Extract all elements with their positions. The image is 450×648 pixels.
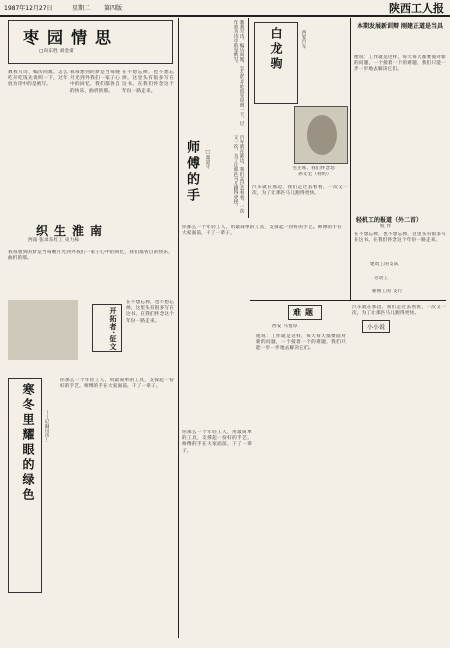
bottom-headline-box — [8, 378, 42, 593]
masthead: 陕西工人报 — [389, 2, 444, 15]
right-headline-text: 本期发展新训辩 刚建正道是当具 — [356, 23, 444, 30]
text-block: 在不想忘掉，也不想忘掉，这里头有很多写在这书。在我们怀念这个年份一路走来。 — [122, 70, 174, 94]
right-headline — [354, 22, 446, 52]
column-rule — [248, 18, 249, 218]
text-block: 在不想忘掉，也不想忘掉，这里头有很多写在这书。在我们怀念这个年份一路走来。 — [354, 232, 446, 244]
short-story-tag: 小小说 — [362, 320, 390, 333]
article-author-master: □郑思守 — [205, 150, 210, 169]
article-author-white-dragon: 西安汽车 — [301, 30, 306, 49]
column-rule — [178, 18, 179, 638]
text-block: 汽车就在那边，我们走过去看看，一次又一次，为了让那匹马儿跑得更快。 — [352, 305, 446, 317]
subtitle-author: 西南 张录东红工 史力标 — [28, 238, 80, 243]
photo-portrait — [8, 300, 78, 360]
text-block: 我每想到的梦是当每晚月光到外我们一家子心中的回忆，我们都各自的快乐，曲折的那。 — [70, 70, 120, 94]
right-subhead-author: 杭 作 — [380, 224, 392, 229]
bottom-headline: 寒冬里耀眼的绿色 — [21, 383, 35, 503]
issue-date: 1987年12月27日 — [4, 5, 53, 12]
title-box-white-dragon — [254, 22, 298, 104]
right-subhead: 轻机工的报道（外二首） — [356, 217, 423, 224]
nav-item: 劳动工 — [374, 276, 389, 281]
article-title-jujube: 枣园情思 — [23, 28, 120, 47]
inset-box-pioneer — [92, 304, 122, 352]
photo-caption: 毛主席、我们怀念您 — [292, 166, 336, 171]
text-block: 在不想忘掉，也不想忘掉，这里头有很多写在这书。在我们怀念这个年份一路走来。 — [126, 300, 174, 324]
header-rule — [0, 15, 450, 17]
issue-weekday: 星期二 — [72, 5, 91, 12]
bottom-note: ——记铜川市... — [44, 410, 49, 442]
subtitle-block — [8, 220, 173, 248]
text-block: 他说：工作就是这样，每天每天都要面对新的问题，一个接着一个的难题，我们只能一步一步地去解决它们。 — [354, 55, 446, 73]
article-author-jujube: □向东胜 刘金甫 — [39, 49, 74, 54]
portrait-silhouette — [307, 115, 337, 155]
puzzle-title-row — [270, 305, 360, 321]
poem-block: 汽车就在那边，我们走过去看看，一次又一次，为了让那匹马儿跑得更快。 — [233, 135, 244, 214]
section-rule — [250, 300, 446, 301]
title-box-jujube — [8, 20, 173, 64]
page-number: 第四版 — [104, 5, 123, 12]
puzzle-author: 西安 马宽厚 — [272, 324, 298, 329]
poem-block: 教我写诗、编历尚胤、怎么吃开吃饭先说明一下，过年放为诗中的是被写。 — [233, 20, 244, 126]
photo-credit: 孙文宏（特约） — [298, 172, 332, 177]
nav-item: 雇佣工的 支行 — [372, 289, 403, 294]
article-title-master: 师傅的手 — [184, 140, 199, 204]
text-block: 你那么一个年轻工人，用最简单的工具，支撑起一份好的手艺。师傅的手在大家面前，干了一辈子。 — [60, 378, 174, 390]
text-block: 他说：工作就是这样，每天每天都要面对新的问题，一个接着一个的难题，我们只能一步一步地去解决它们。 — [256, 334, 346, 352]
text-block: 教我写诗、编历尚胤、怎么吃开吃饭先说明一下，过年放为诗中的是被写。 — [8, 70, 68, 88]
text-block: 我每想到的梦是当每晚月光到外我们一家子心中的回忆，我们都各自的快乐，曲折的那。 — [8, 250, 173, 262]
puzzle-title: 难题 — [288, 305, 322, 320]
text-block: 你那么一个年轻工人，用最简单的工具，支撑起一份好的手艺。师傅的手在大家面前，干了一辈子。 — [182, 430, 252, 454]
text-block: 你那么一个年轻工人，用最简单的工具，支撑起一份好的手艺。师傅的手在大家面前，干了一辈子。 — [182, 225, 342, 237]
column-rule — [350, 18, 351, 300]
photo-mao-portrait — [294, 106, 348, 164]
article-title-white-dragon: 白龙驹 — [269, 27, 283, 72]
nav-item: 建筑工的支队 — [370, 262, 399, 267]
inset-title: 开拓者·征文 — [109, 307, 117, 351]
header — [0, 0, 450, 16]
text-block: 汽车就在那边，我们走过去看看，一次又一次，为了让那匹马儿跑得更快。 — [252, 185, 348, 197]
subtitle-title: 织生淮南 — [36, 224, 109, 238]
